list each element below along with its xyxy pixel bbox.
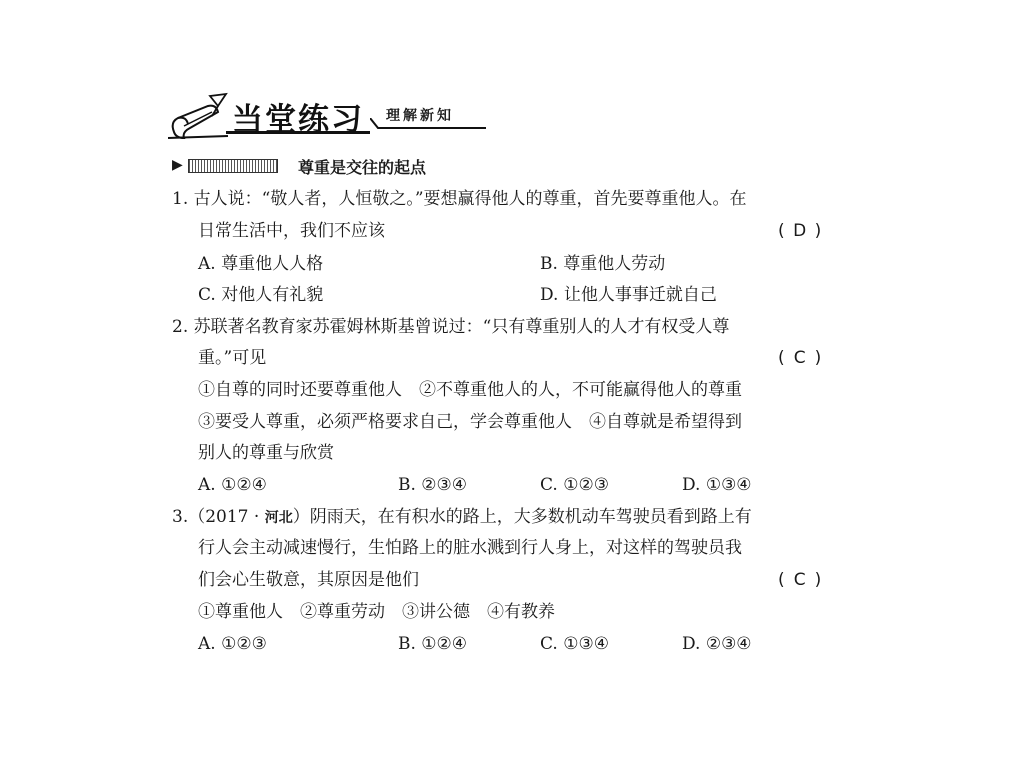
q1-option-c: C. 对他人有礼貌 (198, 285, 324, 305)
q2-statement-2: ③要受人尊重，必须严格要求自己，学会尊重他人 ④自尊就是希望得到 (198, 412, 742, 432)
banner-title: 当堂练习 (226, 94, 370, 134)
q1-option-d: D. 让他人事事迁就自己 (540, 285, 717, 305)
q2-stem-line1: 2. 苏联著名教育家苏霍姆林斯基曾说过：“只有尊重别人的人才有权受人尊 (172, 317, 730, 337)
q2-option-a: A. ①②④ (198, 475, 267, 495)
q2-option-d: D. ①③④ (682, 475, 752, 495)
banner-subtitle: 理解新知 (386, 108, 454, 124)
q3-stem-line1 (172, 507, 752, 528)
q2-answer-letter: C (793, 348, 806, 368)
q2-statement-1: ①自尊的同时还要尊重他人 ②不尊重他人的人，不可能赢得他人的尊重 (198, 380, 742, 400)
q3-option-a: A. ①②③ (198, 634, 267, 654)
q1-option-b: B. 尊重他人劳动 (540, 254, 666, 274)
q3-stem-line3: 们会心生敬意，其原因是他们 (198, 570, 419, 590)
q3-option-d: D. ②③④ (682, 634, 752, 654)
scroll-quill-icon (168, 92, 230, 142)
q1-stem-line1: 1. 古人说：“敬人者，人恒敬之。”要想赢得他人的尊重，首先要尊重他人。在 (172, 189, 747, 209)
q1-answer-letter: D (793, 221, 807, 241)
q3-answer-letter: C (793, 570, 806, 590)
q2-option-b: B. ②③④ (398, 475, 468, 495)
q3-stem-line2: 行人会主动减速慢行，生怕路上的脏水溅到行人身上，对这样的驾驶员我 (198, 538, 742, 558)
q3-stem-line1-rest: ）阴雨天，在有积水的路上，大多数机动车驾驶员看到路上有 (292, 507, 752, 527)
section-title: 尊重是交往的起点 (298, 158, 427, 177)
q1-option-a: A. 尊重他人人格 (198, 254, 324, 274)
q3-option-b: B. ①②④ (398, 634, 468, 654)
q3-answer: ( C ) (778, 570, 822, 590)
q3-source-region: 河北 (264, 510, 293, 526)
q3-statements: ①尊重他人 ②尊重劳动 ③讲公德 ④有教养 (198, 602, 555, 622)
q2-answer: ( C ) (778, 348, 822, 368)
section-label-box (188, 159, 278, 173)
q1-answer: ( D ) (778, 221, 822, 241)
q3-source-prefix: 3.（2017 · (172, 507, 265, 527)
q2-statement-3: 别人的尊重与欣赏 (198, 443, 334, 463)
q1-stem-line2: 日常生活中，我们不应该 (198, 221, 385, 241)
q2-stem-line2: 重。”可见 (198, 348, 267, 368)
q3-option-c: C. ①③④ (540, 634, 609, 654)
section-banner (168, 92, 488, 142)
triangle-arrow-icon: ▶ (172, 157, 183, 173)
q2-option-c: C. ①②③ (540, 475, 609, 495)
